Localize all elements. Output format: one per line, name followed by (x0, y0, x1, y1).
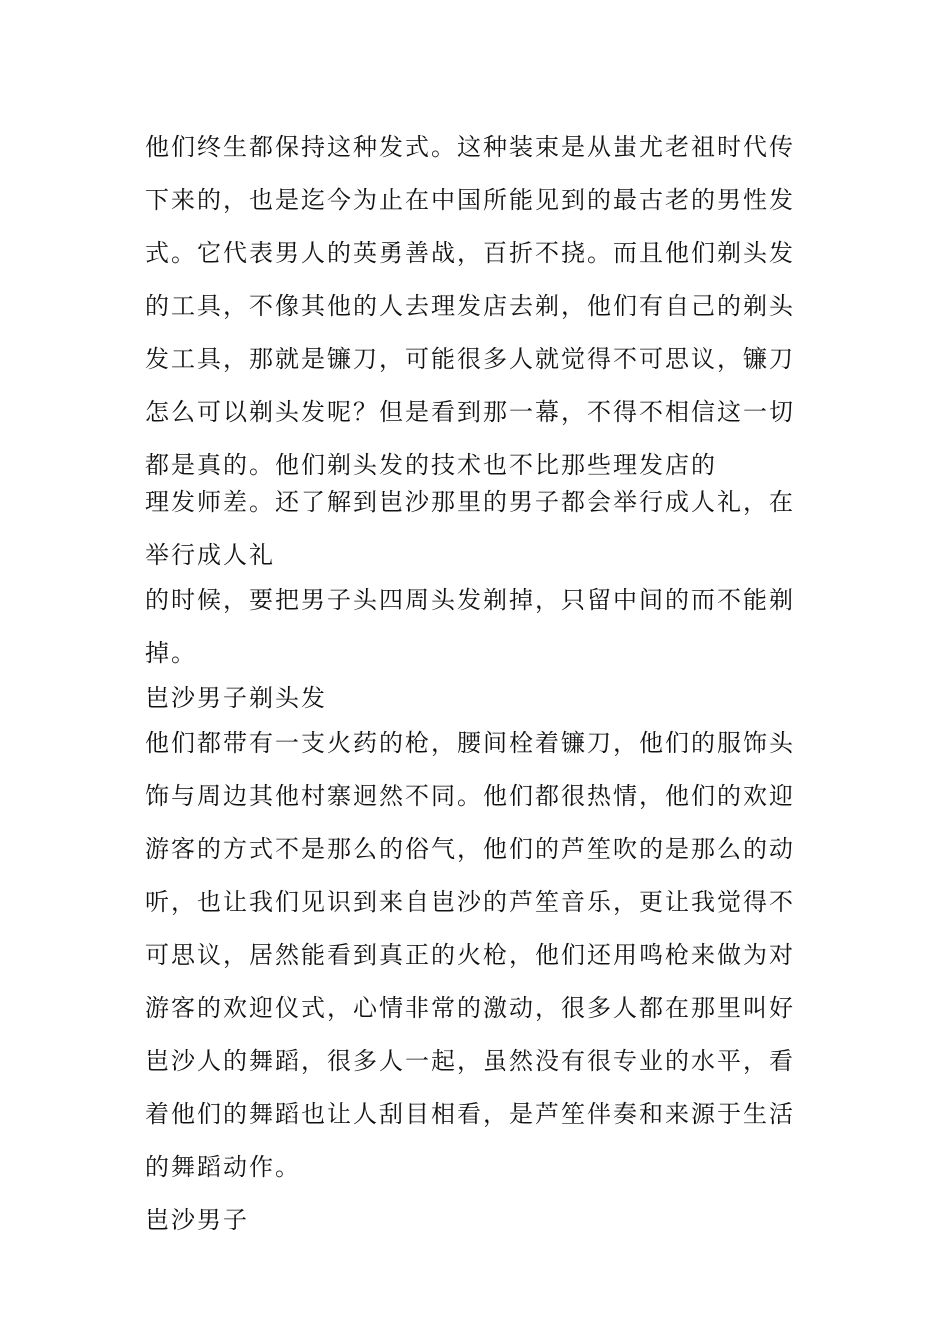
paragraph-line: 怎么可以剃头发呢？但是看到那一幕，不得不相信这一切 (145, 398, 795, 426)
paragraph-line: 发工具，那就是镰刀，可能很多人就觉得不可思议，镰刀 (145, 345, 795, 373)
paragraph-line: 理发师差。还了解到岜沙那里的男子都会举行成人礼，在 (145, 488, 795, 516)
paragraph-line: 举行成人礼 (145, 541, 275, 569)
paragraph-line: 掉。 (145, 639, 197, 667)
paragraph-line: 的舞蹈动作。 (145, 1153, 301, 1181)
paragraph-line: 听，也让我们见识到来自岜沙的芦笙音乐，更让我觉得不 (145, 888, 795, 916)
document-body (145, 132, 810, 1235)
image-caption: 岜沙男子 (145, 1206, 249, 1234)
paragraph-line: 岜沙人的舞蹈，很多人一起，虽然没有很专业的水平，看 (145, 1047, 795, 1075)
paragraph-line: 可思议，居然能看到真正的火枪，他们还用鸣枪来做为对 (145, 941, 795, 969)
paragraph-line: 式。它代表男人的英勇善战，百折不挠。而且他们剃头发 (145, 239, 795, 267)
paragraph-line: 的时候，要把男子头四周头发剃掉，只留中间的而不能剃 (145, 586, 795, 614)
paragraph-line: 他们终生都保持这种发式。这种装束是从蚩尤老祖时代传 (145, 133, 795, 161)
paragraph-line: 的工具，不像其他的人去理发店去剃，他们有自己的剃头 (145, 292, 795, 320)
paragraph-line: 游客的方式不是那么的俗气，他们的芦笙吹的是那么的动 (145, 835, 795, 863)
image-caption: 岜沙男子剃头发 (145, 684, 327, 712)
paragraph-line: 他们都带有一支火药的枪，腰间栓着镰刀，他们的服饰头 (145, 729, 795, 757)
paragraph-line: 着他们的舞蹈也让人刮目相看，是芦笙伴奏和来源于生活 (145, 1100, 795, 1128)
paragraph-line: 游客的欢迎仪式，心情非常的激动，很多人都在那里叫好 (145, 994, 795, 1022)
paragraph-line: 都是真的。他们剃头发的技术也不比那些理发店的 (145, 451, 717, 479)
paragraph-line: 下来的，也是迄今为止在中国所能见到的最古老的男性发 (145, 186, 795, 214)
paragraph-line: 饰与周边其他村寨迥然不同。他们都很热情，他们的欢迎 (145, 782, 795, 810)
